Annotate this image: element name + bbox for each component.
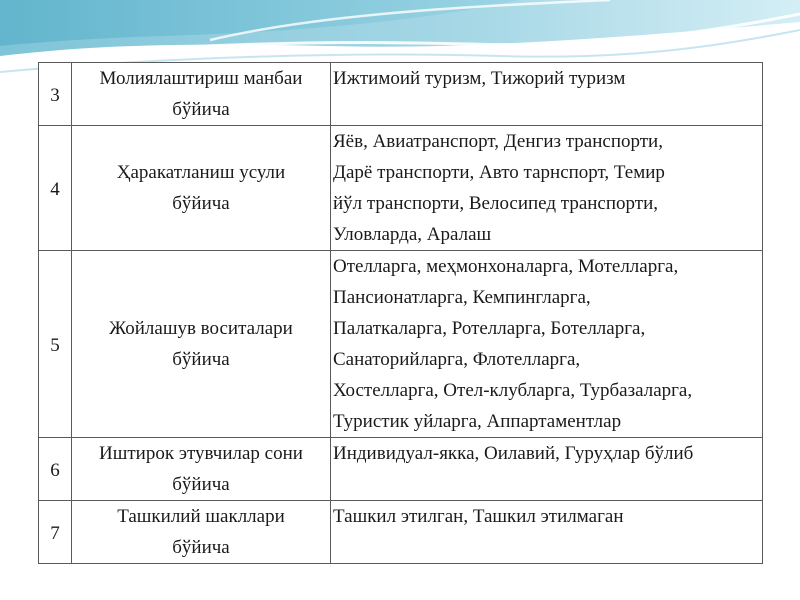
criterion-cell [72,251,331,438]
types-cell [331,438,763,501]
types-text: Ташкил этилган, Ташкил этилмаган [333,506,624,527]
table-row [39,501,763,564]
row-number-cell [39,438,72,501]
criterion-text: Ҳаракатланиш усули бўйича [116,162,286,214]
table-row [39,126,763,251]
row-number-cell [39,251,72,438]
types-cell [331,126,763,251]
row-number: 3 [50,84,60,106]
types-text: Индивидуал-якка, Оилавий, Гуруҳлар бўлиб [333,443,694,464]
criterion-cell [72,501,331,564]
row-number-cell [39,126,72,251]
row-number: 6 [50,459,60,481]
types-cell [331,251,763,438]
types-text: Отелларга, меҳмонхоналарга, Мотелларга, Пансионатларга, Кемпингларга, Палаткаларга, Ротелларга, Ботелларга, Санаторийларга, Флотелларга, Хостелларга, Отел-клубларга, Турбазаларга, Туристик уйларга, Аппартаментлар [333,256,693,432]
criterion-cell [72,438,331,501]
types-cell [331,63,763,126]
row-number: 7 [50,522,60,544]
row-number-cell [39,63,72,126]
types-cell [331,501,763,564]
criterion-text: Молиялаштириш манбаи бўйича [99,68,303,120]
criterion-text: Иштирок этувчилар сони бўйича [99,443,303,495]
types-text: Яёв, Авиатранспорт, Денгиз транспорти, Дарё транспорти, Авто тарнспорт, Темир йўл транспорти, Велосипед транспорти, Уловларда, Аралаш [333,131,665,245]
tourism-classification-table [38,62,763,564]
row-number: 4 [50,178,60,200]
table-row [39,251,763,438]
criterion-text: Жойлашув воситалари бўйича [109,318,293,370]
criterion-cell [72,126,331,251]
table-row [39,63,763,126]
table-row [39,438,763,501]
row-number: 5 [50,334,60,356]
criterion-text: Ташкилий шакллари бўйича [117,506,285,558]
row-number-cell [39,501,72,564]
types-text: Ижтимоий туризм, Тижорий туризм [333,68,626,89]
criterion-cell [72,63,331,126]
